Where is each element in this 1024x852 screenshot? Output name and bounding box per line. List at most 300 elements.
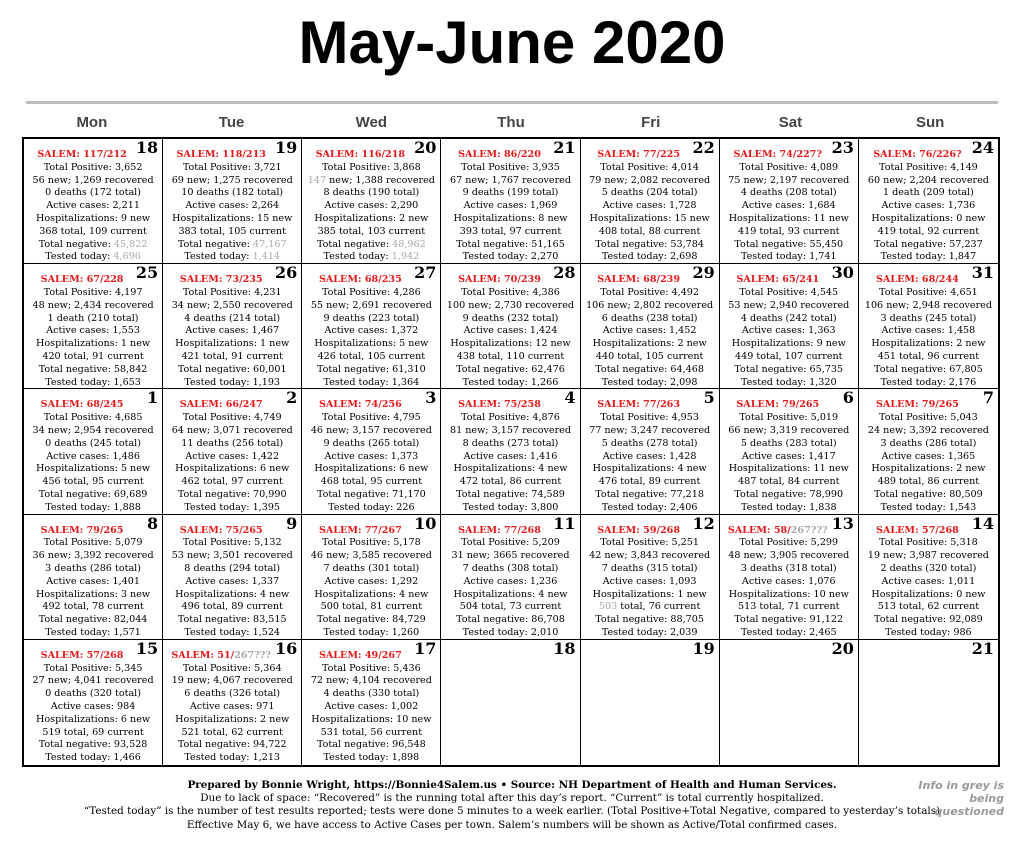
stat-text: Total Positive: 5,436 xyxy=(321,662,421,674)
stat-line xyxy=(859,213,998,226)
stat-text: Tested today: 2,039 xyxy=(601,626,698,638)
stat-line xyxy=(441,438,579,451)
stat-text: Total negative: 58,842 xyxy=(38,363,148,375)
stat-line xyxy=(163,589,301,602)
page-title: May-June 2020 xyxy=(298,9,726,76)
stat-line xyxy=(441,351,579,364)
stat-line xyxy=(163,187,301,200)
salem-stat xyxy=(302,525,440,538)
stat-text: 4 deaths (208 total) xyxy=(740,187,837,199)
stat-text: Active cases: 1,416 xyxy=(463,450,558,462)
stat-line xyxy=(441,563,579,576)
stat-line xyxy=(24,688,162,701)
stat-text: Tested today: 1,847 xyxy=(880,251,977,263)
stat-line xyxy=(859,251,998,264)
stat-line xyxy=(859,377,998,390)
stat-text: 513 total, 62 current xyxy=(877,601,980,613)
stat-text: Tested today: 3,800 xyxy=(462,501,559,513)
stat-text: Total negative: 60,001 xyxy=(177,363,287,375)
salem-stat xyxy=(163,525,301,538)
calendar-day-cell xyxy=(581,640,720,765)
salem-count: SALEM: 68/235 xyxy=(318,274,402,286)
stat-text: Tested today: 1,543 xyxy=(880,501,977,513)
stat-text: Total negative: 53,784 xyxy=(595,238,704,250)
stat-line xyxy=(581,351,719,364)
stat-text: 519 total, 69 current xyxy=(42,726,144,738)
stat-line xyxy=(24,226,162,239)
day-stats xyxy=(720,399,858,514)
stat-text: 36 new; 3,392 recovered xyxy=(32,550,154,562)
stat-line xyxy=(720,239,858,252)
stat-text: total, 76 current xyxy=(617,601,701,613)
stat-line xyxy=(859,338,998,351)
stat-text: Hospitalizations: 11 new xyxy=(728,463,849,475)
stat-text: 438 total, 110 current xyxy=(456,350,565,362)
salem-count: SALEM: 77/263 xyxy=(597,399,681,411)
stat-line xyxy=(441,463,579,476)
stat-text: Total Positive: 4,953 xyxy=(600,412,699,424)
stat-text: Tested today: 1,741 xyxy=(740,251,837,263)
stat-text: 24 new; 3,392 recovered xyxy=(867,424,989,436)
stat-line xyxy=(163,300,301,313)
day-stats xyxy=(24,650,162,765)
salem-count: SALEM: 79/265 xyxy=(40,524,124,536)
day-number: 19 xyxy=(275,139,298,157)
stat-text: Hospitalizations: 3 new xyxy=(36,588,151,600)
stat-line xyxy=(581,463,719,476)
stat-text: Tested today: 1,193 xyxy=(184,376,281,388)
stat-line xyxy=(163,739,301,752)
stat-line xyxy=(859,576,998,589)
questioned-value: 503 xyxy=(598,601,618,613)
stat-text: Active cases: 1,365 xyxy=(881,450,976,462)
day-stats xyxy=(581,274,719,389)
calendar-day-cell xyxy=(441,389,580,514)
stat-line xyxy=(859,614,998,627)
stat-line xyxy=(302,251,440,264)
calendar-day-cell xyxy=(441,515,580,640)
calendar-day-cell xyxy=(24,139,163,264)
stat-text: Total negative: 69,689 xyxy=(38,488,148,500)
stat-line xyxy=(24,502,162,515)
salem-count: SALEM: 74/227? xyxy=(733,149,822,160)
stat-line xyxy=(163,313,301,326)
stat-text: Tested today: 1,653 xyxy=(45,376,141,388)
day-number: 11 xyxy=(553,514,576,533)
salem-count: SALEM: 59/268 xyxy=(597,524,681,536)
salem-count: SALEM: 77/268 xyxy=(458,524,541,536)
stat-line xyxy=(720,226,858,239)
stat-text: Active cases: 1,452 xyxy=(602,325,697,337)
stat-text: Total Positive: 5,345 xyxy=(43,662,143,674)
stat-text: Active cases: 1,486 xyxy=(46,450,140,462)
stat-line xyxy=(24,251,162,264)
calendar-day-cell xyxy=(302,389,441,514)
stat-line xyxy=(24,476,162,489)
stat-line xyxy=(720,425,858,438)
day-number: 3 xyxy=(425,389,437,408)
calendar-day-cell xyxy=(859,515,998,640)
stat-text: 0 deaths (172 total) xyxy=(45,187,141,199)
salem-stat xyxy=(24,149,162,162)
calendar-day-cell xyxy=(720,264,859,389)
stat-text: Hospitalizations: 12 new xyxy=(450,338,571,350)
stat-text: 451 total, 96 current xyxy=(877,350,980,362)
stat-text: 9 deaths (223 total) xyxy=(323,312,420,324)
stat-line xyxy=(302,187,440,200)
stat-text: Active cases: 1,002 xyxy=(324,700,419,712)
stat-line xyxy=(302,239,440,252)
stat-line xyxy=(441,300,579,313)
stat-text: Total Positive: 5,079 xyxy=(43,537,143,549)
stat-text: Total Positive: 4,651 xyxy=(879,286,978,298)
salem-stat xyxy=(581,525,719,538)
stat-text: Tested today: 2,098 xyxy=(601,376,698,388)
calendar-day-cell xyxy=(163,139,302,264)
stat-text: 7 deaths (308 total) xyxy=(462,562,559,574)
stat-text: Hospitalizations: 4 new xyxy=(453,588,568,600)
day-number: 10 xyxy=(414,514,437,533)
stat-line xyxy=(859,162,998,175)
calendar-day-cell xyxy=(24,640,163,765)
stat-text: Hospitalizations: 2 new xyxy=(871,463,986,475)
stat-line xyxy=(302,377,440,390)
stat-text: Total Positive: 5,364 xyxy=(182,662,282,674)
stat-text: Tested today: 2,406 xyxy=(601,501,698,513)
stat-text: Tested today: 2,270 xyxy=(462,251,559,263)
stat-text: 7 deaths (315 total) xyxy=(601,562,698,574)
stat-text: Total negative: xyxy=(38,238,114,250)
stat-line xyxy=(581,239,719,252)
calendar-day-cell xyxy=(720,139,859,264)
day-number: 14 xyxy=(971,514,994,533)
stat-text: 9 deaths (199 total) xyxy=(462,187,559,199)
salem-count: SALEM: 68/239 xyxy=(597,274,681,286)
stat-text: 64 new; 3,071 recovered xyxy=(171,424,293,436)
stat-text: 34 new; 2,550 recovered xyxy=(171,299,293,311)
stat-line xyxy=(441,576,579,589)
stat-line xyxy=(441,627,579,640)
stat-line xyxy=(163,727,301,740)
stat-line xyxy=(24,537,162,550)
stat-line xyxy=(859,412,998,425)
stat-text: 504 total, 73 current xyxy=(459,601,562,613)
stat-line xyxy=(720,338,858,351)
stat-line xyxy=(720,537,858,550)
stat-text: Total Positive: 4,876 xyxy=(461,412,560,424)
stat-text: 420 total, 91 current xyxy=(42,350,144,362)
salem-stat xyxy=(441,149,579,162)
calendar-day-cell xyxy=(24,389,163,514)
stat-line xyxy=(24,438,162,451)
calendar-day-cell xyxy=(302,264,441,389)
stat-text: Total Positive: 4,545 xyxy=(739,286,839,298)
weekday-fri: Fri xyxy=(641,114,661,131)
stat-text: Total negative: xyxy=(177,238,253,250)
stat-text: Total negative: 55,450 xyxy=(734,238,844,250)
stat-line xyxy=(441,187,579,200)
stat-line xyxy=(720,601,858,614)
stat-text: Total Positive: 5,178 xyxy=(321,537,421,549)
stat-line xyxy=(581,364,719,377)
stat-text: Tested today: 1,395 xyxy=(184,501,281,513)
day-stats xyxy=(302,149,440,264)
weekday-mon: Mon xyxy=(76,114,108,131)
stat-line xyxy=(302,175,440,188)
stat-text: Tested today: 2,010 xyxy=(462,626,559,638)
stat-line xyxy=(163,476,301,489)
stat-line xyxy=(720,627,858,640)
salem-count: SALEM: 51/ xyxy=(171,649,235,661)
calendar-day-cell xyxy=(163,640,302,765)
salem-stat xyxy=(859,399,998,412)
stat-text: Total Positive: 4,685 xyxy=(43,412,143,424)
calendar-day-cell xyxy=(720,515,859,640)
stat-text: Hospitalizations: 6 new xyxy=(175,463,290,475)
salem-stat xyxy=(720,399,858,412)
stat-text: 11 deaths (256 total) xyxy=(181,437,284,449)
salem-count: SALEM: 75/265 xyxy=(179,524,263,536)
stat-text: Total negative: 67,805 xyxy=(874,363,983,375)
stat-line xyxy=(859,627,998,640)
stat-line xyxy=(859,239,998,252)
stat-text: 9 deaths (232 total) xyxy=(462,312,559,324)
day-number: 20 xyxy=(831,639,854,658)
stat-text: 19 new; 3,987 recovered xyxy=(867,550,989,562)
stat-line xyxy=(163,601,301,614)
stat-line xyxy=(302,714,440,727)
day-number: 27 xyxy=(414,264,437,283)
stat-text: 426 total, 105 current xyxy=(317,350,426,362)
salem-stat xyxy=(581,274,719,287)
stat-line xyxy=(24,727,162,740)
footer-note-tested: “Tested today” is the number of test results reported; tests were done 5 minutes to a week earlier. (Total Positive+Total Negative, compared to yesterday’s totals) xyxy=(83,805,941,818)
calendar-day-cell xyxy=(859,139,998,264)
stat-line xyxy=(24,463,162,476)
stat-line xyxy=(163,451,301,464)
stat-text: Active cases: 1,401 xyxy=(46,575,140,587)
day-stats xyxy=(859,149,998,264)
stat-line xyxy=(302,614,440,627)
stat-line xyxy=(441,614,579,627)
salem-stat xyxy=(859,149,998,162)
salem-stat xyxy=(581,399,719,412)
stat-text: 513 total, 71 current xyxy=(738,601,840,613)
salem-count: SALEM: 57/268 xyxy=(876,524,959,536)
stat-text: Tested today: 1,524 xyxy=(184,626,281,638)
stat-line xyxy=(441,239,579,252)
stat-line xyxy=(581,476,719,489)
calendar-day-cell xyxy=(302,515,441,640)
stat-line xyxy=(163,463,301,476)
day-stats xyxy=(441,149,579,264)
stat-line xyxy=(720,175,858,188)
stat-text: Hospitalizations: 1 new xyxy=(36,338,151,350)
calendar-day-cell xyxy=(163,264,302,389)
stat-text: 419 total, 93 current xyxy=(738,225,840,237)
stat-text: Tested today: 1,838 xyxy=(740,501,837,513)
stat-text: 3 deaths (286 total) xyxy=(45,562,141,574)
salem-stat xyxy=(163,149,301,162)
stat-line xyxy=(441,200,579,213)
calendar-day-cell xyxy=(859,389,998,514)
stat-text: Total Positive: 4,286 xyxy=(321,286,421,298)
stat-line xyxy=(302,752,440,765)
stat-line xyxy=(163,627,301,640)
questioned-value: 47,167 xyxy=(253,238,287,250)
day-number: 4 xyxy=(564,389,576,408)
salem-count: SALEM: 68/245 xyxy=(40,399,124,411)
stat-text: 368 total, 109 current xyxy=(39,225,147,237)
stat-line xyxy=(302,451,440,464)
stat-text: Total negative: 92,089 xyxy=(874,614,983,626)
stat-line xyxy=(24,313,162,326)
day-stats xyxy=(24,274,162,389)
stat-text: Tested today: 1,898 xyxy=(323,752,420,764)
day-number: 9 xyxy=(286,514,298,533)
stat-text: 46 new; 3,157 recovered xyxy=(310,424,432,436)
stat-line xyxy=(163,200,301,213)
salem-stat xyxy=(163,274,301,287)
stat-line xyxy=(24,412,162,425)
stat-line xyxy=(441,377,579,390)
stat-text: Tested today: 1,364 xyxy=(323,376,420,388)
stat-text: 1 death (209 total) xyxy=(882,187,974,199)
day-stats xyxy=(441,274,579,389)
calendar-day-cell xyxy=(163,515,302,640)
stat-line xyxy=(859,351,998,364)
stat-line xyxy=(24,300,162,313)
stat-text: Total Positive: 5,043 xyxy=(879,412,978,424)
stat-line xyxy=(24,601,162,614)
stat-text: 383 total, 105 current xyxy=(178,225,286,237)
calendar-day-cell xyxy=(581,515,720,640)
stat-line xyxy=(581,213,719,226)
stat-line xyxy=(302,425,440,438)
stat-text: 385 total, 103 current xyxy=(317,225,426,237)
weekday-wed: Wed xyxy=(355,114,387,131)
salem-count: SALEM: 65/241 xyxy=(736,274,820,286)
day-stats xyxy=(720,274,858,389)
stat-text: Hospitalizations: 1 new xyxy=(175,338,290,350)
stat-line xyxy=(163,438,301,451)
stat-text: 4 deaths (330 total) xyxy=(323,688,420,700)
stat-line xyxy=(302,576,440,589)
calendar-day-cell xyxy=(302,139,441,264)
stat-line xyxy=(581,451,719,464)
weekday-header xyxy=(22,114,1000,131)
stat-text: Total Positive: 4,089 xyxy=(739,161,839,173)
questioned-value: 45,822 xyxy=(113,238,148,250)
salem-count: SALEM: 118/213 xyxy=(176,149,266,160)
stat-line xyxy=(441,251,579,264)
stat-text: 55 new; 2,691 recovered xyxy=(310,299,432,311)
stat-line xyxy=(441,589,579,602)
calendar-day-cell xyxy=(441,640,580,765)
questioned-value: 48,962 xyxy=(392,238,426,250)
stat-text: Tested today: 1,320 xyxy=(740,376,837,388)
day-number: 15 xyxy=(135,639,159,658)
stat-text: Tested today: 1,888 xyxy=(45,501,141,513)
stat-text: Total negative: 70,990 xyxy=(177,488,287,500)
stat-line xyxy=(441,489,579,502)
stat-text: Total negative: 61,310 xyxy=(316,363,426,375)
stat-line xyxy=(720,313,858,326)
stat-line xyxy=(859,300,998,313)
stat-line xyxy=(441,213,579,226)
stat-text: 19 new; 4,067 recovered xyxy=(171,675,293,687)
calendar-day-cell xyxy=(302,640,441,765)
calendar-day-cell xyxy=(24,515,163,640)
stat-text: Hospitalizations: 10 new xyxy=(728,588,849,600)
stat-text: Total Positive: 5,132 xyxy=(182,537,282,549)
stat-text: Active cases: 1,424 xyxy=(463,325,558,337)
stat-line xyxy=(581,576,719,589)
stat-text: Hospitalizations: 4 new xyxy=(592,463,707,475)
stat-line xyxy=(24,239,162,252)
stat-text: 56 new; 1,269 recovered xyxy=(32,174,154,186)
stat-line xyxy=(859,563,998,576)
stat-line xyxy=(581,537,719,550)
stat-line xyxy=(581,627,719,640)
stat-text: Total negative: 65,735 xyxy=(734,363,844,375)
stat-line xyxy=(302,663,440,676)
stat-line xyxy=(581,601,719,614)
stat-line xyxy=(302,688,440,701)
stat-line xyxy=(163,377,301,390)
calendar-day-cell xyxy=(441,264,580,389)
stat-line xyxy=(163,338,301,351)
salem-count: SALEM: 49/267 xyxy=(318,649,402,661)
stat-text: Total negative: 91,122 xyxy=(734,614,844,626)
weekday-tue: Tue xyxy=(218,114,245,131)
day-stats xyxy=(24,399,162,514)
stat-line xyxy=(302,412,440,425)
day-number: 30 xyxy=(831,264,854,283)
day-stats xyxy=(24,525,162,640)
day-stats xyxy=(859,399,998,514)
stat-line xyxy=(581,412,719,425)
stat-line xyxy=(859,502,998,515)
salem-count: SALEM: 58/ xyxy=(727,524,791,536)
stat-text: 3 deaths (318 total) xyxy=(740,562,837,574)
stat-text: 393 total, 97 current xyxy=(459,225,562,237)
stat-line xyxy=(441,451,579,464)
day-stats xyxy=(163,525,301,640)
stat-text: 419 total, 92 current xyxy=(877,225,980,237)
stat-text: Total negative: 82,044 xyxy=(38,614,148,626)
stat-line xyxy=(302,351,440,364)
day-number: 21 xyxy=(553,139,576,157)
stat-line xyxy=(441,364,579,377)
salem-stat xyxy=(859,274,998,287)
stat-line xyxy=(581,200,719,213)
stat-line xyxy=(163,175,301,188)
calendar-day-cell xyxy=(720,640,859,765)
stat-text: Total negative: 94,722 xyxy=(177,739,287,751)
day-number: 18 xyxy=(553,639,576,658)
stat-text: 496 total, 89 current xyxy=(181,601,283,613)
stat-line xyxy=(441,338,579,351)
stat-line xyxy=(441,601,579,614)
stat-line xyxy=(720,476,858,489)
salem-count: SALEM: 86/220 xyxy=(458,149,541,160)
stat-line xyxy=(302,476,440,489)
stat-text: Total Positive: 3,721 xyxy=(182,161,282,173)
calendar-day-cell xyxy=(859,264,998,389)
divider xyxy=(26,101,998,104)
stat-line xyxy=(720,351,858,364)
